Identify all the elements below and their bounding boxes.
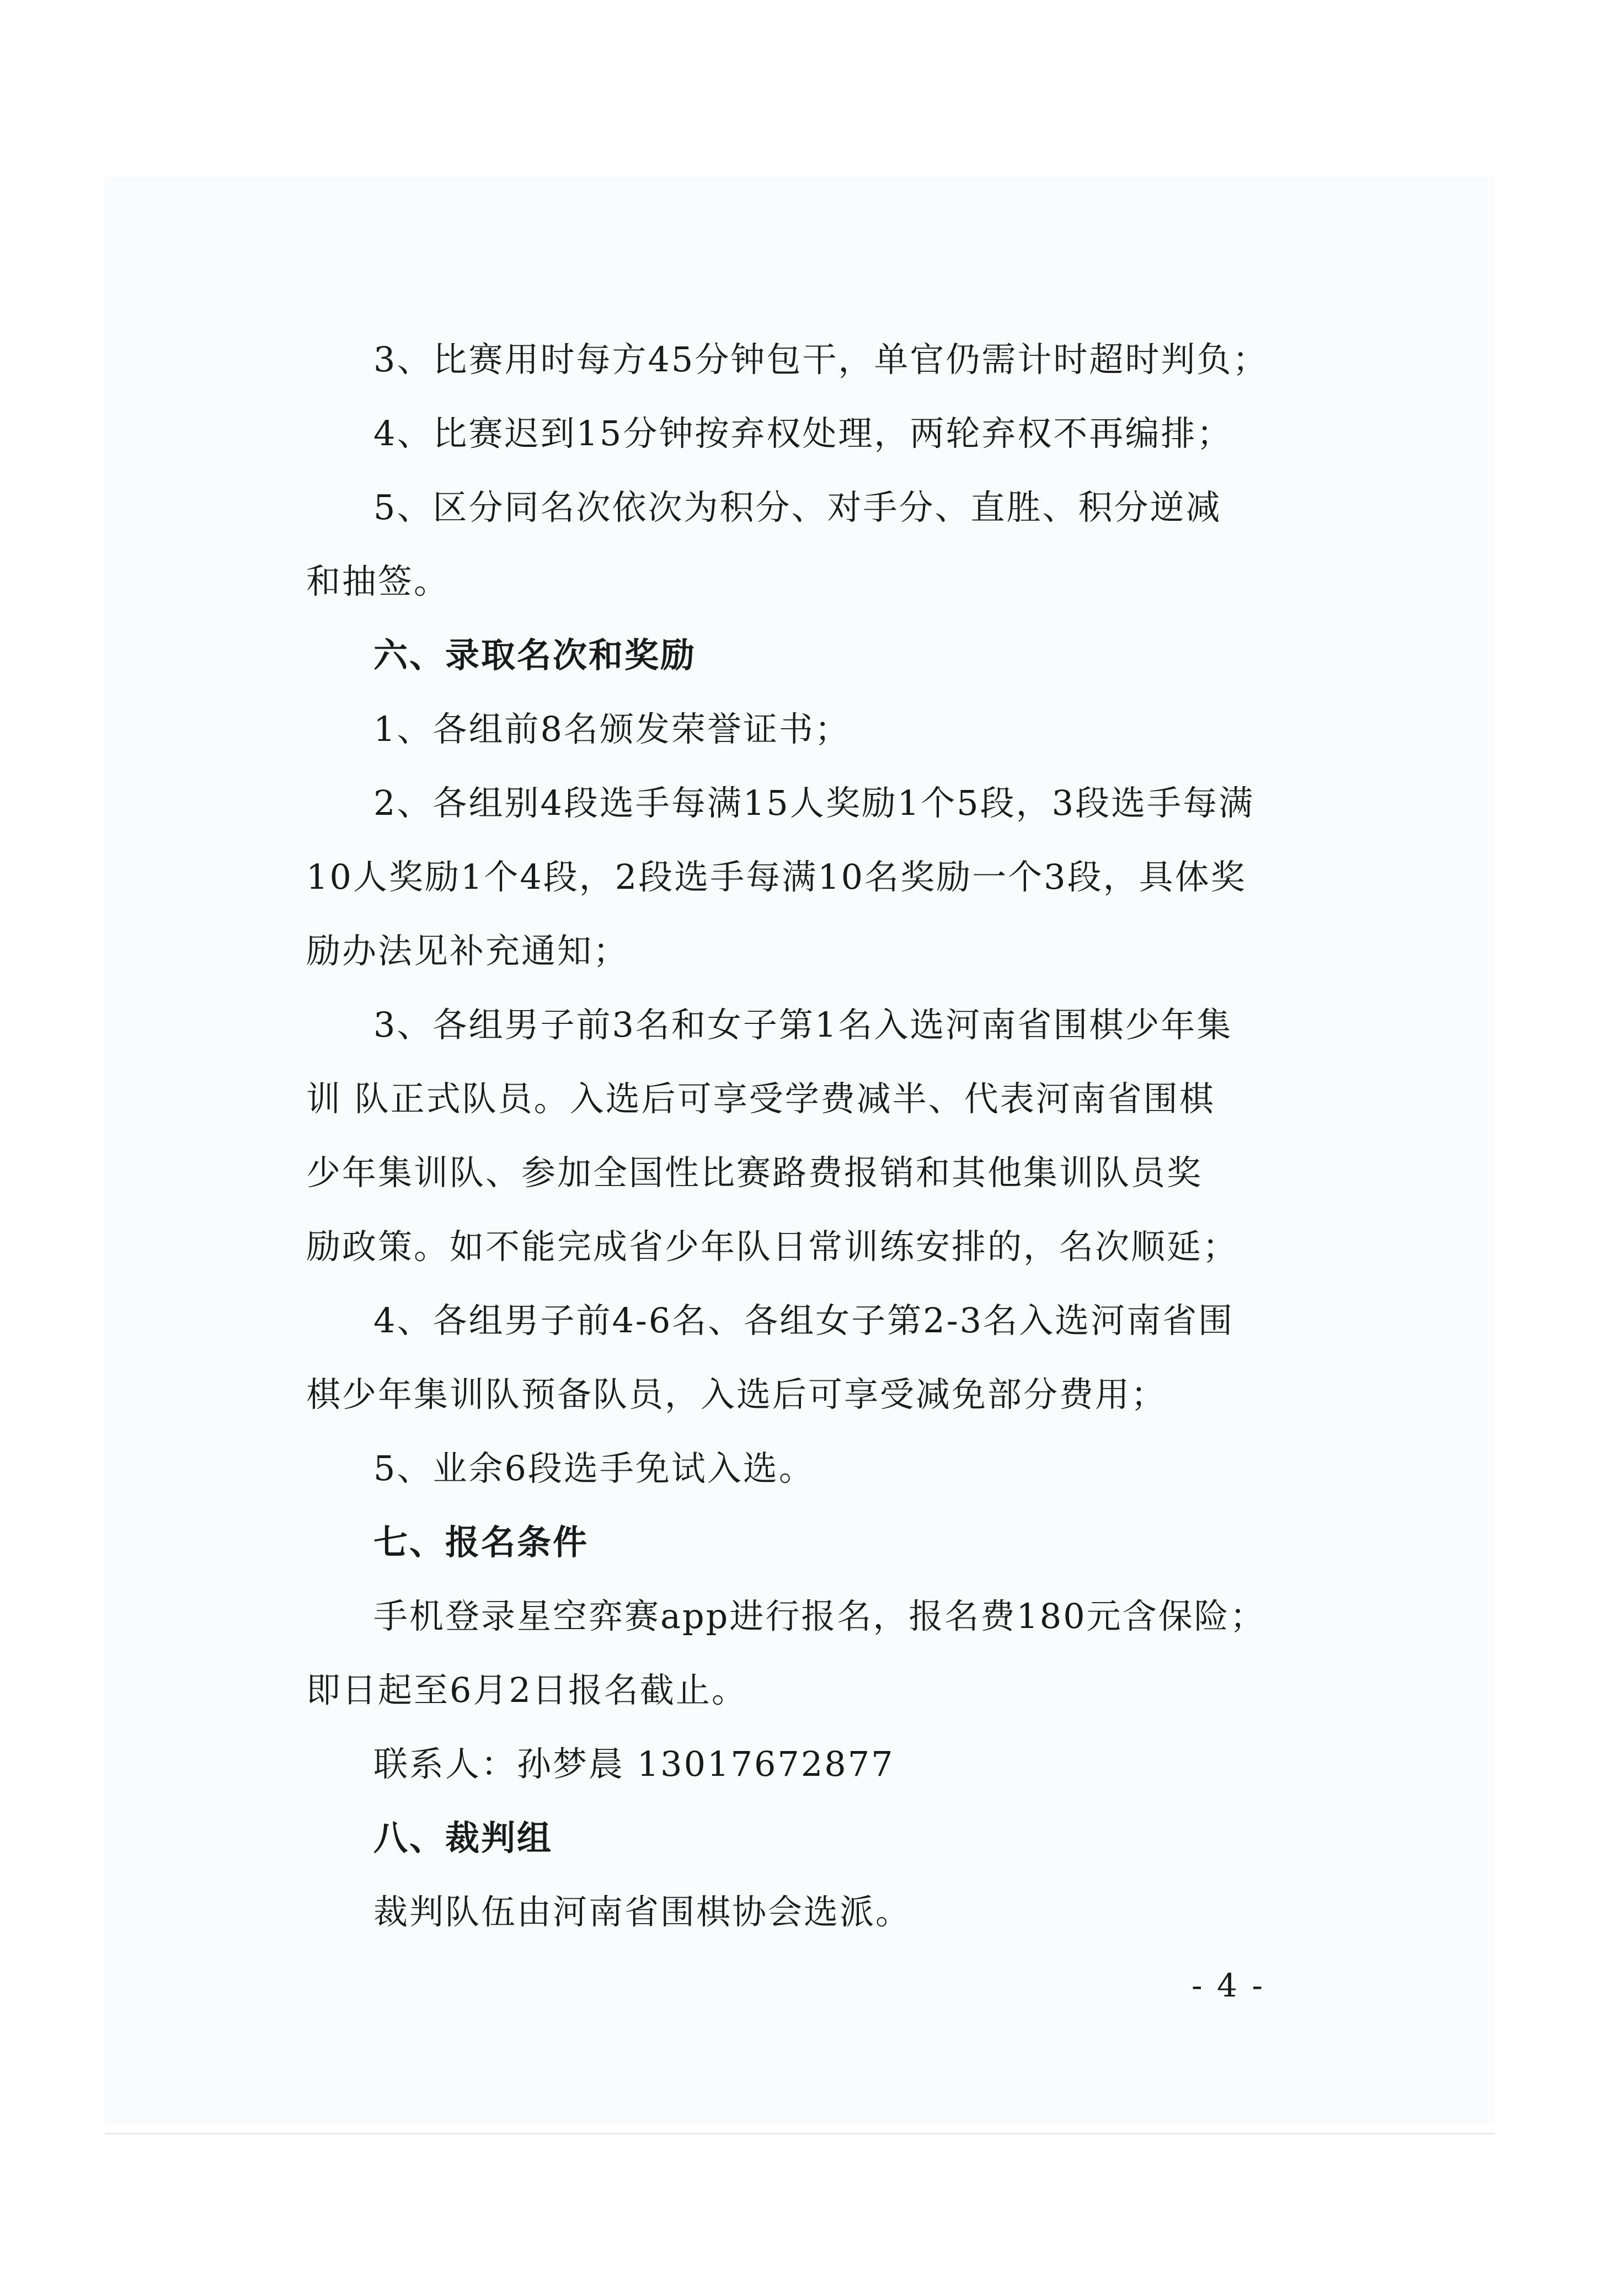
registration-text: 手机登录星空弈赛app进行报名，报名费180元含保险； bbox=[373, 1596, 1266, 1636]
award-item-3: 3、各组男子前3名和女子第1名入选河南省围棋少年集 bbox=[373, 1005, 1233, 1045]
award-item-4-continued: 棋少年集训队预备队员，入选后可享受减免部分费用； bbox=[306, 1374, 1167, 1414]
referee-text: 裁判队伍由河南省围棋协会选派。 bbox=[373, 1892, 912, 1932]
award-item-5: 5、业余6段选手免试入选。 bbox=[373, 1448, 815, 1488]
award-item-3-continued: 励政策。如不能完成省少年队日常训练安排的，名次顺延； bbox=[306, 1226, 1239, 1267]
rule-item-5-continued: 和抽签。 bbox=[306, 561, 450, 601]
award-item-3-continued: 训 队正式队员。入选后可享受学费减半、代表河南省围棋 bbox=[306, 1079, 1215, 1119]
award-item-3-continued: 少年集训队、参加全国性比赛路费报销和其他集训队员奖 bbox=[306, 1152, 1203, 1193]
award-item-2-continued: 励办法见补充通知； bbox=[306, 931, 629, 971]
award-item-2: 2、各组别4段选手每满15人奖励1个5段，3段选手每满 bbox=[373, 783, 1255, 823]
award-item-1: 1、各组前8名颁发荣誉证书； bbox=[373, 709, 851, 749]
rule-item-5: 5、区分同名次依次为积分、对手分、直胜、积分逆减 bbox=[373, 487, 1222, 527]
contact-person: 联系人：孙梦晨 13017672877 bbox=[373, 1744, 895, 1784]
award-item-2-continued: 10人奖励1个4段，2段选手每满10名奖励一个3段，具体奖 bbox=[306, 857, 1247, 897]
rule-item-4: 4、比赛迟到15分钟按弃权处理，两轮弃权不再编排； bbox=[373, 413, 1233, 453]
section-heading-registration: 七、报名条件 bbox=[373, 1522, 589, 1562]
section-heading-referees: 八、裁判组 bbox=[373, 1818, 553, 1858]
page-number: - 4 - bbox=[1192, 1967, 1265, 2004]
document-body bbox=[306, 323, 1269, 1949]
rule-item-3: 3、比赛用时每方45分钟包干，单官仍需计时超时判负； bbox=[373, 339, 1269, 380]
registration-deadline: 即日起至6月2日报名截止。 bbox=[306, 1670, 747, 1710]
award-item-4: 4、各组男子前4-6名、各组女子第2-3名入选河南省围 bbox=[373, 1300, 1235, 1341]
scan-edge-divider bbox=[105, 2133, 1495, 2134]
section-heading-ranking-awards: 六、录取名次和奖励 bbox=[373, 635, 697, 675]
